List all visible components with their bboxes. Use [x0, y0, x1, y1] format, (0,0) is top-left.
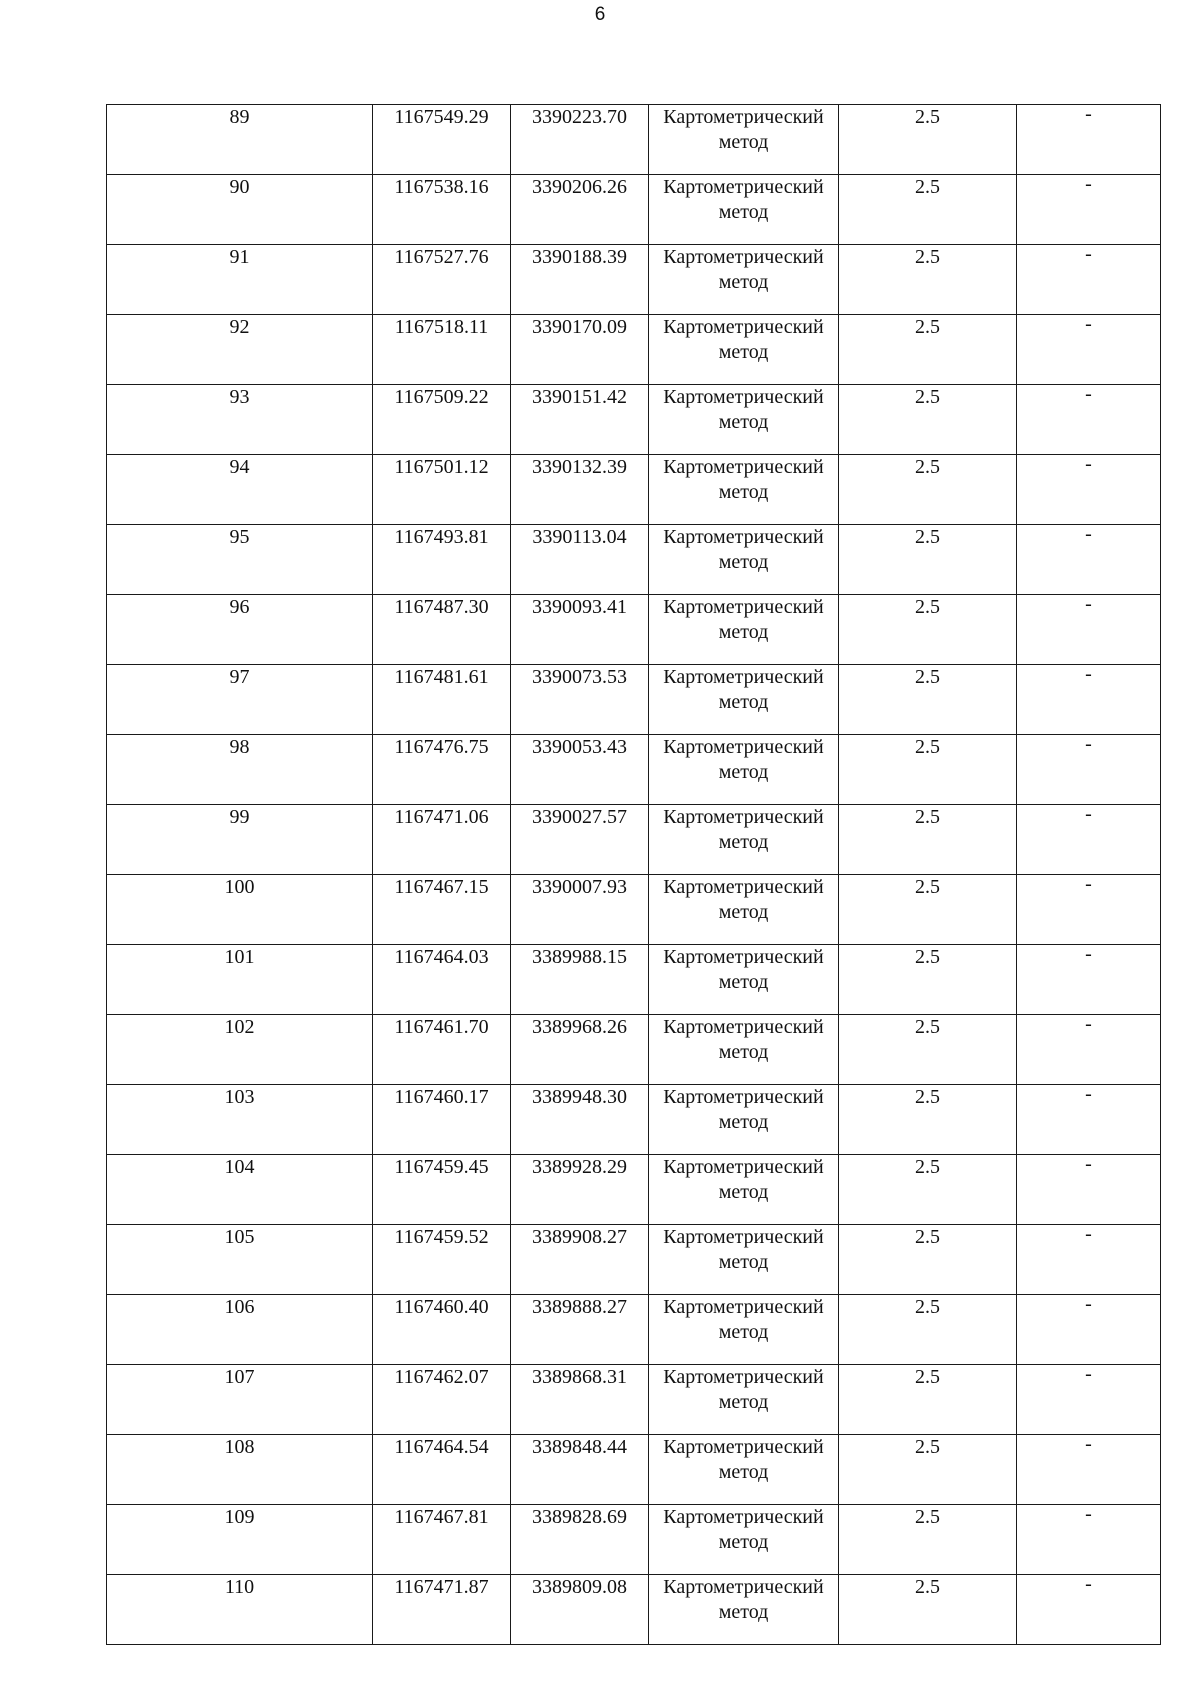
- method-cell: [649, 665, 839, 735]
- method-line-2: метод: [718, 1321, 769, 1343]
- method-line-1: Картометрический: [663, 1226, 824, 1248]
- page-number: 6: [594, 4, 606, 25]
- y-coordinate-cell: 3390073.53: [511, 665, 649, 735]
- method-line-1: Картометрический: [663, 1576, 824, 1598]
- y-coordinate-cell: 3389928.29: [511, 1155, 649, 1225]
- table-row: [107, 385, 1161, 455]
- method-cell: [649, 175, 839, 245]
- point-number-cell: 97: [107, 665, 373, 735]
- method-line-2: метод: [718, 1041, 769, 1063]
- x-coordinate-cell: 1167487.30: [373, 595, 511, 665]
- method-line-2: метод: [718, 1461, 769, 1483]
- coordinates-table: [106, 104, 1161, 1645]
- method-line-2: метод: [718, 901, 769, 923]
- method-line-2: метод: [718, 1391, 769, 1413]
- y-coordinate-cell: 3390188.39: [511, 245, 649, 315]
- note-cell: [1017, 385, 1161, 455]
- table-row: [107, 735, 1161, 805]
- method-line-2: метод: [718, 1531, 769, 1553]
- x-coordinate-cell: 1167460.17: [373, 1085, 511, 1155]
- y-coordinate-cell: 3389968.26: [511, 1015, 649, 1085]
- x-coordinate-cell: 1167464.03: [373, 945, 511, 1015]
- method-line-1: Картометрический: [663, 1366, 824, 1388]
- x-coordinate-cell: 1167501.12: [373, 455, 511, 525]
- point-number-cell: 91: [107, 245, 373, 315]
- table-row: [107, 595, 1161, 665]
- method-line-1: Картометрический: [663, 526, 824, 548]
- y-coordinate-cell: 3390053.43: [511, 735, 649, 805]
- accuracy-cell: 2.5: [839, 385, 1017, 455]
- point-number-cell: 110: [107, 1575, 373, 1645]
- accuracy-cell: 2.5: [839, 1085, 1017, 1155]
- method-cell: [649, 245, 839, 315]
- accuracy-cell: 2.5: [839, 315, 1017, 385]
- table-row: [107, 1015, 1161, 1085]
- accuracy-cell: 2.5: [839, 945, 1017, 1015]
- x-coordinate-cell: 1167471.06: [373, 805, 511, 875]
- y-coordinate-cell: 3390223.70: [511, 105, 649, 175]
- y-coordinate-cell: 3389888.27: [511, 1295, 649, 1365]
- note-cell: [1017, 665, 1161, 735]
- point-number-cell: 103: [107, 1085, 373, 1155]
- note-value: -: [1085, 733, 1092, 755]
- accuracy-cell: 2.5: [839, 455, 1017, 525]
- point-number-cell: 101: [107, 945, 373, 1015]
- note-cell: [1017, 1015, 1161, 1085]
- table-row: [107, 805, 1161, 875]
- method-cell: [649, 1295, 839, 1365]
- point-number-cell: 96: [107, 595, 373, 665]
- y-coordinate-cell: 3389828.69: [511, 1505, 649, 1575]
- point-number-cell: 109: [107, 1505, 373, 1575]
- note-value: -: [1085, 523, 1092, 545]
- method-cell: [649, 385, 839, 455]
- note-value: -: [1085, 1433, 1092, 1455]
- note-cell: [1017, 1225, 1161, 1295]
- point-number-cell: 100: [107, 875, 373, 945]
- method-line-1: Картометрический: [663, 176, 824, 198]
- table-row: [107, 245, 1161, 315]
- accuracy-cell: 2.5: [839, 1155, 1017, 1225]
- accuracy-cell: 2.5: [839, 1435, 1017, 1505]
- point-number-cell: 105: [107, 1225, 373, 1295]
- accuracy-cell: 2.5: [839, 1015, 1017, 1085]
- method-line-2: метод: [718, 131, 769, 153]
- method-line-2: метод: [718, 1601, 769, 1623]
- note-value: -: [1085, 103, 1092, 125]
- method-line-1: Картометрический: [663, 246, 824, 268]
- method-line-1: Картометрический: [663, 806, 824, 828]
- note-cell: [1017, 175, 1161, 245]
- method-line-1: Картометрический: [663, 1086, 824, 1108]
- method-line-2: метод: [718, 831, 769, 853]
- note-cell: [1017, 1085, 1161, 1155]
- x-coordinate-cell: 1167467.81: [373, 1505, 511, 1575]
- method-line-2: метод: [718, 271, 769, 293]
- method-line-1: Картометрический: [663, 1506, 824, 1528]
- y-coordinate-cell: 3390093.41: [511, 595, 649, 665]
- point-number-cell: 98: [107, 735, 373, 805]
- y-coordinate-cell: 3389908.27: [511, 1225, 649, 1295]
- method-line-2: метод: [718, 1111, 769, 1133]
- y-coordinate-cell: 3389848.44: [511, 1435, 649, 1505]
- method-line-2: метод: [718, 201, 769, 223]
- accuracy-cell: 2.5: [839, 525, 1017, 595]
- accuracy-cell: 2.5: [839, 1225, 1017, 1295]
- y-coordinate-cell: 3389868.31: [511, 1365, 649, 1435]
- method-line-1: Картометрический: [663, 456, 824, 478]
- note-cell: [1017, 1155, 1161, 1225]
- note-value: -: [1085, 873, 1092, 895]
- method-cell: [649, 1505, 839, 1575]
- method-line-1: Картометрический: [663, 876, 824, 898]
- accuracy-cell: 2.5: [839, 245, 1017, 315]
- method-line-2: метод: [718, 691, 769, 713]
- accuracy-cell: 2.5: [839, 1575, 1017, 1645]
- note-cell: [1017, 245, 1161, 315]
- accuracy-cell: 2.5: [839, 1295, 1017, 1365]
- method-line-2: метод: [718, 1251, 769, 1273]
- method-line-1: Картометрический: [663, 1436, 824, 1458]
- note-cell: [1017, 525, 1161, 595]
- note-cell: [1017, 1435, 1161, 1505]
- table-row: [107, 455, 1161, 525]
- accuracy-cell: 2.5: [839, 805, 1017, 875]
- y-coordinate-cell: 3390113.04: [511, 525, 649, 595]
- note-value: -: [1085, 243, 1092, 265]
- point-number-cell: 102: [107, 1015, 373, 1085]
- note-value: -: [1085, 593, 1092, 615]
- point-number-cell: 95: [107, 525, 373, 595]
- table-row: [107, 105, 1161, 175]
- method-line-2: метод: [718, 481, 769, 503]
- note-value: -: [1085, 453, 1092, 475]
- accuracy-cell: 2.5: [839, 1505, 1017, 1575]
- note-cell: [1017, 315, 1161, 385]
- method-cell: [649, 1155, 839, 1225]
- accuracy-cell: 2.5: [839, 1365, 1017, 1435]
- y-coordinate-cell: 3390151.42: [511, 385, 649, 455]
- table-row: [107, 1505, 1161, 1575]
- note-cell: [1017, 1575, 1161, 1645]
- method-line-1: Картометрический: [663, 596, 824, 618]
- table-row: [107, 1295, 1161, 1365]
- method-line-2: метод: [718, 1181, 769, 1203]
- method-line-2: метод: [718, 341, 769, 363]
- method-line-1: Картометрический: [663, 1016, 824, 1038]
- accuracy-cell: 2.5: [839, 735, 1017, 805]
- note-value: -: [1085, 1013, 1092, 1035]
- point-number-cell: 89: [107, 105, 373, 175]
- note-cell: [1017, 805, 1161, 875]
- x-coordinate-cell: 1167518.11: [373, 315, 511, 385]
- method-cell: [649, 455, 839, 525]
- method-line-1: Картометрический: [663, 946, 824, 968]
- table-row: [107, 315, 1161, 385]
- point-number-cell: 92: [107, 315, 373, 385]
- y-coordinate-cell: 3389948.30: [511, 1085, 649, 1155]
- point-number-cell: 108: [107, 1435, 373, 1505]
- method-cell: [649, 525, 839, 595]
- point-number-cell: 99: [107, 805, 373, 875]
- table-row: [107, 1435, 1161, 1505]
- x-coordinate-cell: 1167481.61: [373, 665, 511, 735]
- y-coordinate-cell: 3390206.26: [511, 175, 649, 245]
- method-line-2: метод: [718, 411, 769, 433]
- point-number-cell: 107: [107, 1365, 373, 1435]
- method-cell: [649, 1085, 839, 1155]
- x-coordinate-cell: 1167459.52: [373, 1225, 511, 1295]
- method-cell: [649, 1365, 839, 1435]
- note-value: -: [1085, 1573, 1092, 1595]
- note-value: -: [1085, 1223, 1092, 1245]
- point-number-cell: 93: [107, 385, 373, 455]
- table-row: [107, 1085, 1161, 1155]
- x-coordinate-cell: 1167462.07: [373, 1365, 511, 1435]
- point-number-cell: 106: [107, 1295, 373, 1365]
- note-cell: [1017, 875, 1161, 945]
- y-coordinate-cell: 3389809.08: [511, 1575, 649, 1645]
- point-number-cell: 104: [107, 1155, 373, 1225]
- x-coordinate-cell: 1167476.75: [373, 735, 511, 805]
- accuracy-cell: 2.5: [839, 665, 1017, 735]
- method-line-1: Картометрический: [663, 736, 824, 758]
- x-coordinate-cell: 1167461.70: [373, 1015, 511, 1085]
- x-coordinate-cell: 1167471.87: [373, 1575, 511, 1645]
- accuracy-cell: 2.5: [839, 595, 1017, 665]
- x-coordinate-cell: 1167467.15: [373, 875, 511, 945]
- table-row: [107, 665, 1161, 735]
- table-row: [107, 1575, 1161, 1645]
- note-cell: [1017, 1295, 1161, 1365]
- method-cell: [649, 105, 839, 175]
- method-line-2: метод: [718, 551, 769, 573]
- table-row: [107, 525, 1161, 595]
- note-value: -: [1085, 1153, 1092, 1175]
- coordinates-table-body: [107, 105, 1161, 1645]
- method-cell: [649, 1015, 839, 1085]
- note-value: -: [1085, 943, 1092, 965]
- method-line-2: метод: [718, 761, 769, 783]
- note-cell: [1017, 735, 1161, 805]
- note-value: -: [1085, 383, 1092, 405]
- y-coordinate-cell: 3390027.57: [511, 805, 649, 875]
- point-number-cell: 90: [107, 175, 373, 245]
- x-coordinate-cell: 1167549.29: [373, 105, 511, 175]
- note-value: -: [1085, 1503, 1092, 1525]
- method-cell: [649, 1225, 839, 1295]
- method-line-2: метод: [718, 621, 769, 643]
- note-cell: [1017, 945, 1161, 1015]
- table-row: [107, 945, 1161, 1015]
- method-cell: [649, 1575, 839, 1645]
- y-coordinate-cell: 3390170.09: [511, 315, 649, 385]
- table-row: [107, 875, 1161, 945]
- note-value: -: [1085, 1293, 1092, 1315]
- x-coordinate-cell: 1167460.40: [373, 1295, 511, 1365]
- point-number-cell: 94: [107, 455, 373, 525]
- note-value: -: [1085, 803, 1092, 825]
- method-line-2: метод: [718, 971, 769, 993]
- note-cell: [1017, 105, 1161, 175]
- y-coordinate-cell: 3389988.15: [511, 945, 649, 1015]
- accuracy-cell: 2.5: [839, 175, 1017, 245]
- table-row: [107, 1155, 1161, 1225]
- table-row: [107, 175, 1161, 245]
- table-row: [107, 1365, 1161, 1435]
- method-line-1: Картометрический: [663, 1296, 824, 1318]
- method-cell: [649, 735, 839, 805]
- note-cell: [1017, 1505, 1161, 1575]
- x-coordinate-cell: 1167527.76: [373, 245, 511, 315]
- method-line-1: Картометрический: [663, 386, 824, 408]
- method-line-1: Картометрический: [663, 316, 824, 338]
- method-cell: [649, 875, 839, 945]
- method-line-1: Картометрический: [663, 106, 824, 128]
- method-line-1: Картометрический: [663, 666, 824, 688]
- note-value: -: [1085, 663, 1092, 685]
- method-cell: [649, 1435, 839, 1505]
- x-coordinate-cell: 1167538.16: [373, 175, 511, 245]
- note-value: -: [1085, 313, 1092, 335]
- y-coordinate-cell: 3390132.39: [511, 455, 649, 525]
- method-cell: [649, 315, 839, 385]
- note-cell: [1017, 595, 1161, 665]
- table-row: [107, 1225, 1161, 1295]
- accuracy-cell: 2.5: [839, 105, 1017, 175]
- note-cell: [1017, 1365, 1161, 1435]
- accuracy-cell: 2.5: [839, 875, 1017, 945]
- y-coordinate-cell: 3390007.93: [511, 875, 649, 945]
- method-cell: [649, 945, 839, 1015]
- note-value: -: [1085, 1363, 1092, 1385]
- method-cell: [649, 595, 839, 665]
- x-coordinate-cell: 1167509.22: [373, 385, 511, 455]
- method-line-1: Картометрический: [663, 1156, 824, 1178]
- note-cell: [1017, 455, 1161, 525]
- note-value: -: [1085, 1083, 1092, 1105]
- note-value: -: [1085, 173, 1092, 195]
- x-coordinate-cell: 1167459.45: [373, 1155, 511, 1225]
- x-coordinate-cell: 1167464.54: [373, 1435, 511, 1505]
- method-cell: [649, 805, 839, 875]
- x-coordinate-cell: 1167493.81: [373, 525, 511, 595]
